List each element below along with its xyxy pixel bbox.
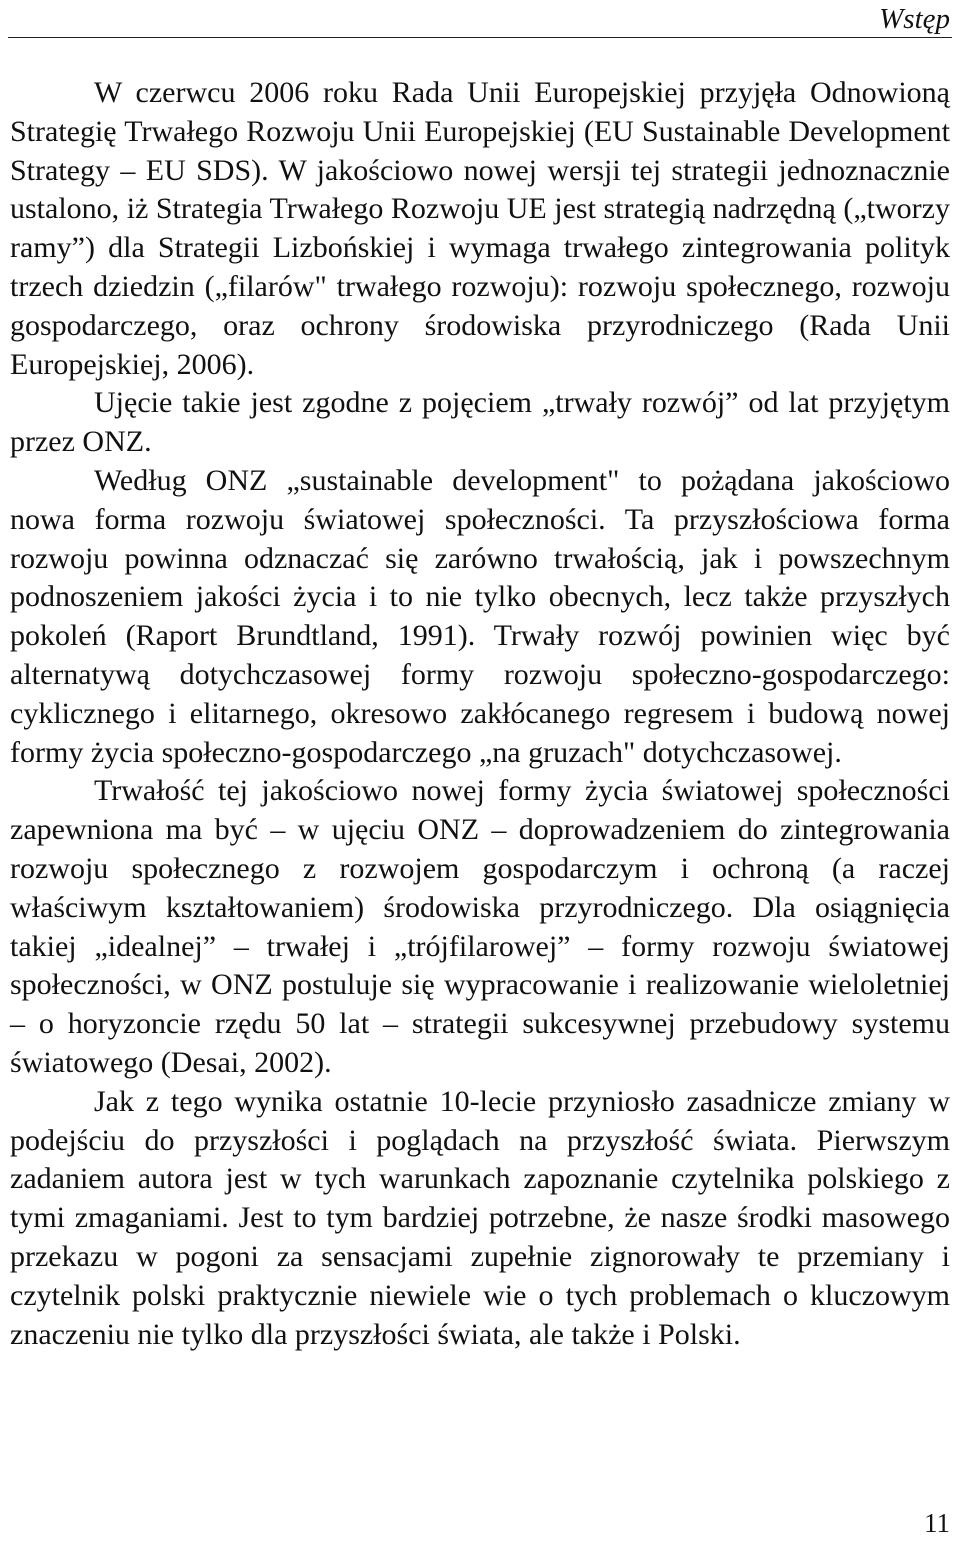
- paragraph-durability: Trwałość tej jakościowo nowej formy życia światowej społeczności zapewniona ma być – w ujęciu ONZ – doprowadzeniem do zintegrowania rozwoju społecznego z rozwojem gospodarczym i ochroną (a raczej właściwym kształtowaniem) środowiska przyrodniczego. Dla osiągnięcia takiej „idealnej” – trwałej i „trójfilarowej” – formy rozwoju światowej społeczności, w ONZ postuluje się wypracowanie i realizowanie wieloletniej – o horyzoncie rzędu 50 lat – strategii sukcesywnej przebudowy systemu światowego (Desai, 2002).: [10, 774, 950, 1079]
- header-rule: [8, 37, 952, 38]
- running-head-title: Wstęp: [879, 3, 950, 35]
- paragraph-sustainable-development: Według ONZ „sustainable development" to pożądana jakościowo nowa forma rozwoju światowej społeczności. Ta przyszłościowa forma rozwoju powinna odznaczać się zarówno trwałością, jak i powszechnym podnoszeniem jakości życia i to nie tylko obecnych, lecz także przyszłych pokoleń (Raport Brundtland, 1991). Trwały rozwój powinien więc być alternatywą dotychczasowej formy rozwoju społeczno-gospodarczego: cyklicznego i elitarnego, okresowo zakłócanego regresem i budową nowej formy życia społeczno-gospodarczego „na gruzach" dotychczasowej.: [10, 463, 950, 769]
- paragraph-conclusion: Jak z tego wynika ostatnie 10-lecie przyniosło zasadnicze zmiany w podejściu do przyszłości i poglądach na przyszłość świata. Pierwszym zadaniem autora jest w tych warunkach zapoznanie czytelnika polskiego z tymi zmaganiami. Jest to tym bardziej potrzebne, że nasze środki masowego przekazu w pogoni za sensacjami zupełnie zignorowały te przemiany i czytelnik polski praktycznie niewiele wie o tych problemach o kluczowym znaczeniu nie tylko dla przyszłości świata, ale także i Polski.: [10, 1084, 950, 1351]
- page-body: [10, 74, 950, 1354]
- page-number: 11: [924, 1508, 950, 1538]
- paragraph-onz-concept: Ujęcie takie jest zgodne z pojęciem „trwały rozwój” od lat przyjętym przez ONZ.: [10, 386, 950, 459]
- paragraph-strategy: W czerwcu 2006 roku Rada Unii Europejskiej przyjęła Odnowioną Strategię Trwałego Rozwoju Unii Europejskiej (EU Sustainable Development Strategy – EU SDS). W jakościowo nowej wersji tej strategii jednoznacznie ustalono, iż Strategia Trwałego Rozwoju UE jest strategią nadrzędną („tworzy ramy”) dla Strategii Lizbońskiej i wymaga trwałego zintegrowania polityk trzech dziedzin („filarów" trwałego rozwoju): rozwoju społecznego, rozwoju gospodarczego, oraz ochrony środowiska przyrodniczego (Rada Unii Europejskiej, 2006).: [10, 76, 950, 381]
